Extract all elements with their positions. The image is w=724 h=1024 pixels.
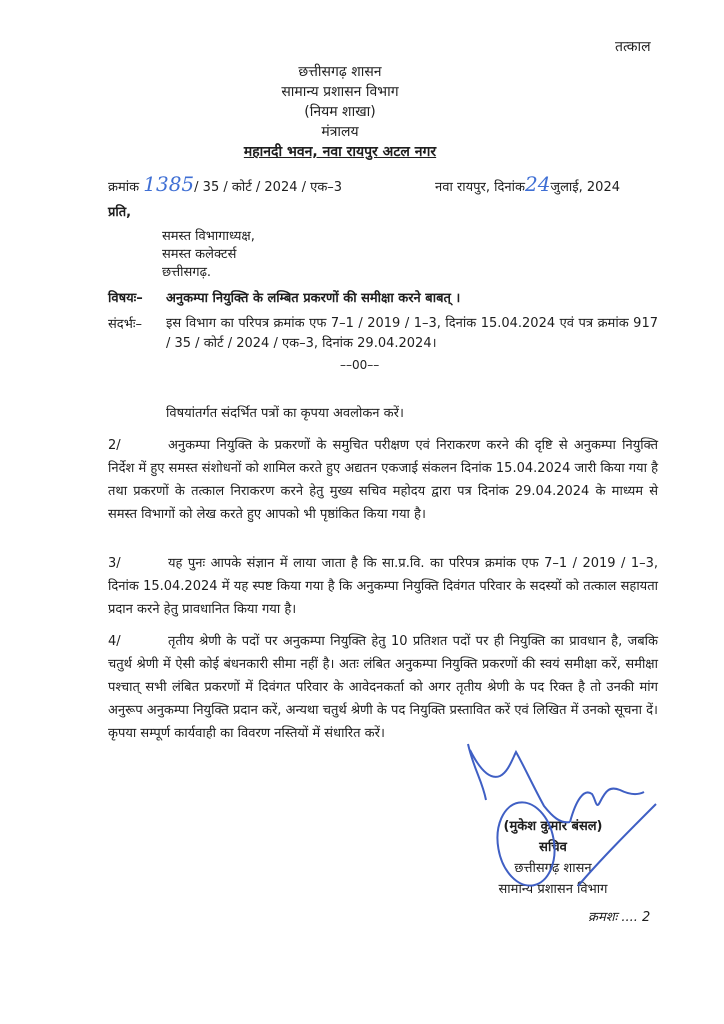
urgency-label: तत्काल xyxy=(615,39,651,55)
signatory-org-1: छत्तीसगढ़ शासन xyxy=(514,861,592,876)
signatory-designation: सचिव xyxy=(539,840,567,855)
reference-prefix: क्रमांक xyxy=(108,180,140,195)
handwritten-day: 24 xyxy=(524,172,551,196)
paragraph-4-text: तृतीय श्रेणी के पदों पर अनुकम्पा नियुक्ति हेतु 10 प्रतिशत पदों पर ही नियुक्ति का प्रावधान है, जबकि चतुर्थ श्रेणी में ऐसी कोई बंधनकारी सीमा नहीं है। अतः लंबित अनुकम्पा नियुक्ति प्रकरणों की स्वयं समीक्षा करें, समीक्षा पश्चात् सभी लंबित प्रकरणों में दिवंगत परिवार के आवेदनकर्ता को अगर तृतीय श्रेणी के पद रिक्त है तो उनकी मांग अनुरूप अनुकम्पा नियुक्ति प्रदान करें, अन्यथा चतुर्थ श्रेणी के पद नियुक्ति प्रस्तावित करें एवं लिखित में उनको सूचना दें। कृपया सम्पूर्ण कार्यवाही का विवरण नस्तियों में संधारित करें। xyxy=(108,634,658,741)
paragraph-3 xyxy=(108,552,658,621)
reference-suffix: / 35 / कोर्ट / 2024 / एक–3 xyxy=(194,180,343,195)
paragraph-2-number: 2/ xyxy=(108,438,121,453)
to-label: प्रति, xyxy=(108,205,132,220)
paragraph-4 xyxy=(108,630,658,745)
place-date-prefix: नवा रायपुर, दिनांक xyxy=(435,180,525,195)
addressee-line-1: समस्त विभागाध्यक्ष, xyxy=(162,229,255,244)
addressee-line-3: छत्तीसगढ़. xyxy=(162,265,212,280)
paragraph-2-text: अनुकम्पा नियुक्ति के प्रकरणों के समुचित परीक्षण एवं निराकरण करने की दृष्टि से अनुकम्पा नियुक्ति निर्देश में हुए समस्त संशोधनों को शामिल करते हुए अद्यतन एकजाई संकलन दिनांक 15.04.2024 जारी किया गया है तथा प्रकरणों के तत्काल निराकरण करने हेतु मुख्य सचिव महोदय द्वारा पत्र दिनांक 29.04.2024 के माध्यम से समस्त विभागों को लेख करते हुए आपको भी पृष्ठांकित किया गया है। xyxy=(108,438,658,522)
addressee-line-2: समस्त कलेक्टर्स xyxy=(162,247,237,262)
paragraph-3-number: 3/ xyxy=(108,556,121,571)
handwritten-number: 1385 xyxy=(143,172,195,196)
references-text: इस विभाग का परिपत्र क्रमांक एफ 7–1 / 2019 / 1–3, दिनांक 15.04.2024 एवं पत्र क्रमांक 917 / 35 / कोर्ट / 2024 / एक–3, दिनांक 29.04.2024। xyxy=(166,316,658,351)
handwritten-signature xyxy=(460,740,660,890)
place-date xyxy=(435,172,620,196)
paragraph-2 xyxy=(108,434,658,526)
signatory-org-2: सामान्य प्रशासन विभाग xyxy=(498,882,608,897)
signatory-name: (मुकेश कुमार बंसल) xyxy=(503,819,603,834)
header-branch: (नियम शाखा) xyxy=(304,104,376,120)
header-department: सामान्य प्रशासन विभाग xyxy=(281,84,399,100)
references-label: संदर्भः– xyxy=(108,317,142,332)
paragraph-4-number: 4/ xyxy=(108,634,121,649)
separator: ––00–– xyxy=(340,358,380,372)
continued-marker: क्रमशः .... 2 xyxy=(588,910,651,925)
subject-text: अनुकम्पा नियुक्ति के लम्बित प्रकरणों की समीक्षा करने बाबत् । xyxy=(166,291,461,306)
paragraph-1 xyxy=(108,402,658,425)
date-suffix: जुलाई, 2024 xyxy=(550,180,620,195)
paragraph-3-text: यह पुनः आपके संज्ञान में लाया जाता है कि सा.प्र.वि. का परिपत्र क्रमांक एफ 7–1 / 2019 / 1–3, दिनांक 15.04.2024 में यह स्पष्ट किया गया है कि अनुकम्पा नियुक्ति दिवंगत परिवार के सदस्यों को तत्काल सहायता प्रदान करने हेतु प्रावधानित किया गया है। xyxy=(108,556,658,617)
header-ministry: मंत्रालय xyxy=(321,124,359,140)
paragraph-1-text: विषयांतर्गत संदर्भित पत्रों का कृपया अवलोकन करें। xyxy=(166,406,404,421)
subject-label: विषयः– xyxy=(108,291,143,306)
header-government: छत्तीसगढ़ शासन xyxy=(298,64,382,80)
reference-number xyxy=(108,172,342,196)
header-address: महानदी भवन, नवा रायपुर अटल नगर xyxy=(243,144,437,160)
